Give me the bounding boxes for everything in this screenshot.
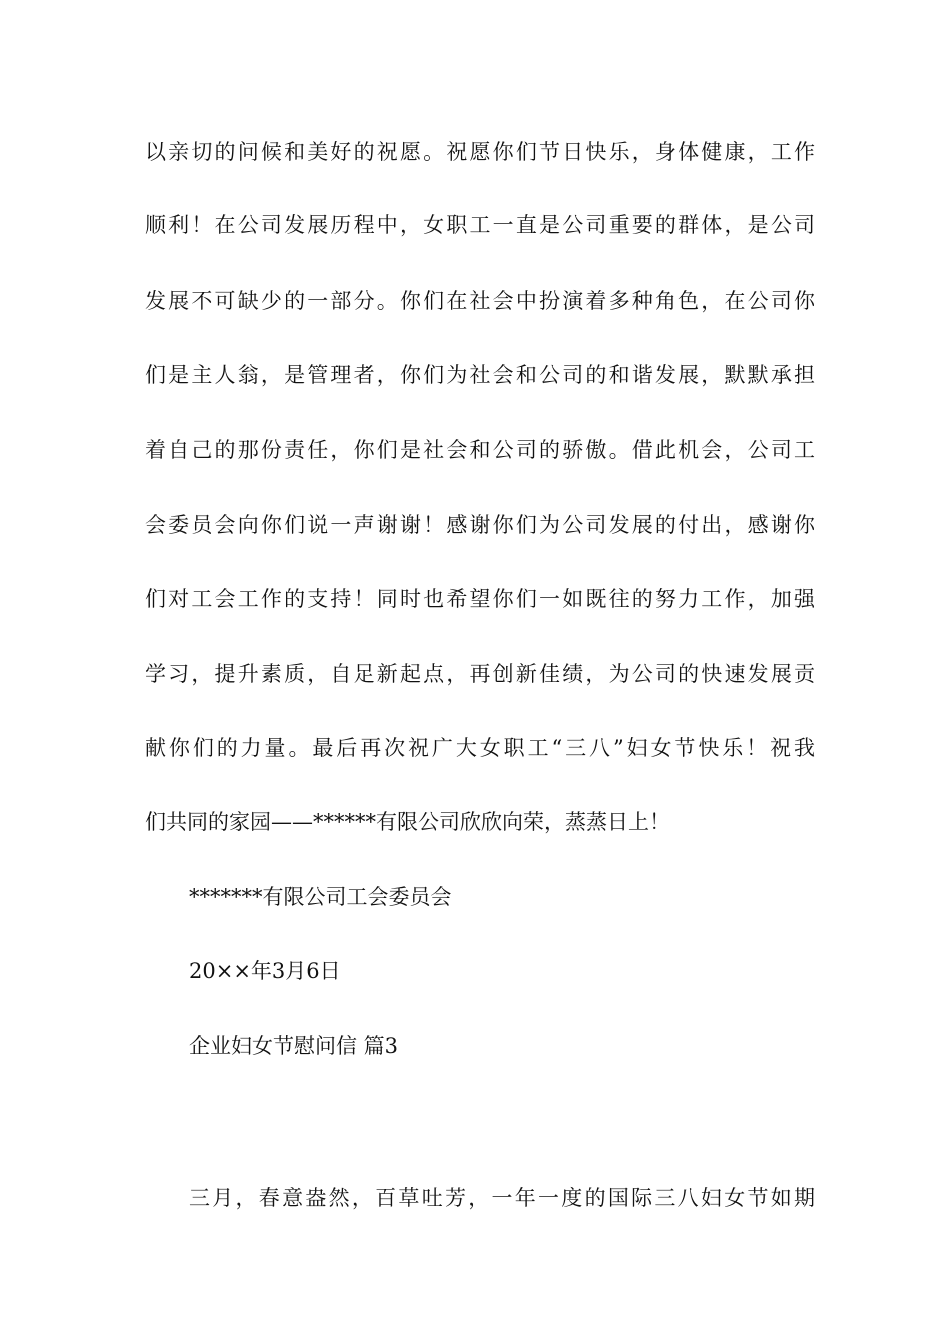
- next-paragraph-start: 三月，春意盎然，百草吐芳，一年一度的国际三八妇女节如期: [189, 1186, 815, 1210]
- body-line-6: 会委员会向你们说一声谢谢！感谢你们为公司发展的付出，感谢你: [145, 513, 815, 537]
- body-line-7: 们对工会工作的支持！同时也希望你们一如既往的努力工作，加强: [145, 587, 815, 611]
- body-line-2: 顺利！在公司发展历程中，女职工一直是公司重要的群体，是公司: [145, 213, 815, 237]
- body-line-10: 们共同的家园——******有限公司欣欣向荣，蒸蒸日上！: [145, 810, 670, 834]
- body-line-9: 献你们的力量。最后再次祝广大女职工“三八”妇女节快乐！祝我: [145, 736, 815, 760]
- body-line-4: 们是主人翁，是管理者，你们为社会和公司的和谐发展，默默承担: [145, 363, 815, 387]
- signature: *******有限公司工会委员会: [189, 885, 452, 909]
- section-title: 企业妇女节慰问信 篇3: [189, 1034, 399, 1058]
- date: 20××年3月6日: [189, 959, 341, 983]
- body-line-3: 发展不可缺少的一部分。你们在社会中扮演着多种角色，在公司你: [145, 289, 815, 313]
- body-line-5: 着自己的那份责任，你们是社会和公司的骄傲。借此机会，公司工: [145, 438, 815, 462]
- body-line-8: 学习，提升素质，自足新起点，再创新佳绩，为公司的快速发展贡: [145, 662, 815, 686]
- body-line-1: 以亲切的问候和美好的祝愿。祝愿你们节日快乐，身体健康，工作: [145, 140, 815, 164]
